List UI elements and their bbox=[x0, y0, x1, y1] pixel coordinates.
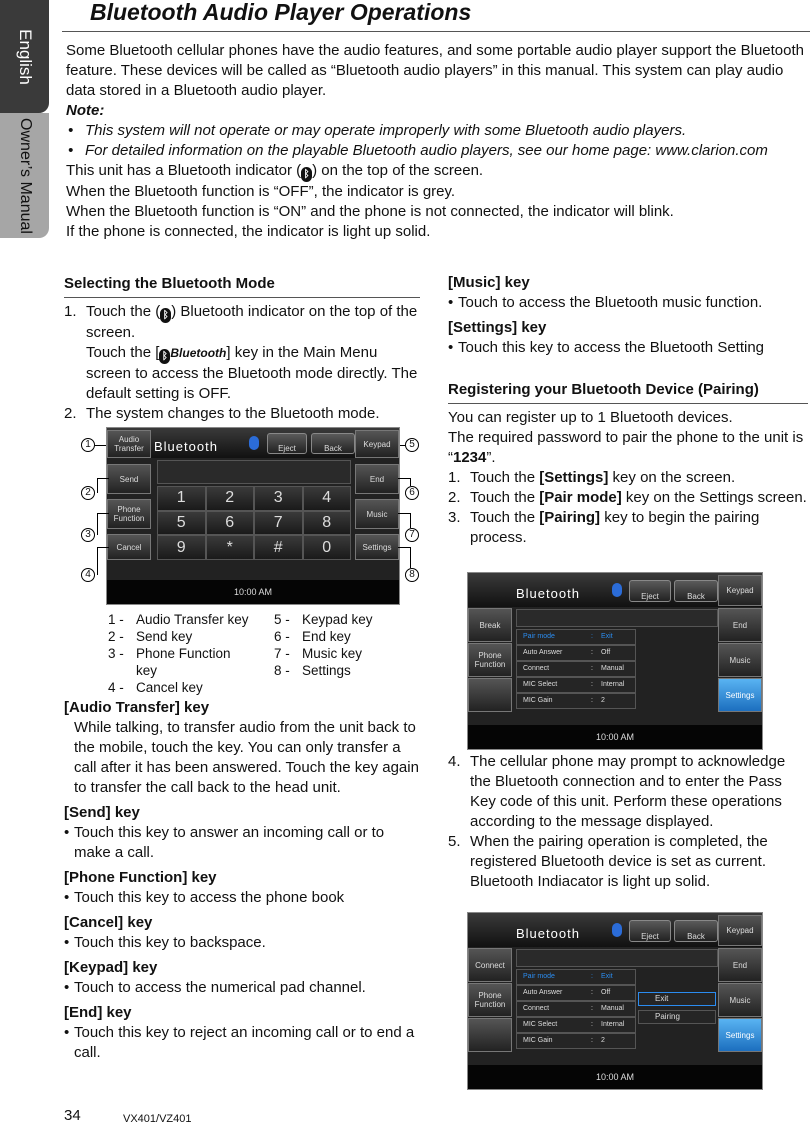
key-heading: [Cancel] key bbox=[64, 914, 153, 931]
music-button[interactable]: Music bbox=[355, 499, 399, 529]
key-heading: [Music] key bbox=[448, 274, 530, 291]
connect-button[interactable]: Connect bbox=[468, 948, 512, 982]
bluetooth-screen bbox=[106, 427, 400, 605]
bluetooth-icon: ᛒ bbox=[159, 349, 170, 364]
eject-button[interactable]: Eject bbox=[267, 433, 307, 454]
keypad-button[interactable]: Keypad bbox=[718, 915, 762, 946]
setting-row-mic-select[interactable]: MIC Select : Internal bbox=[516, 677, 636, 693]
phone-function-button[interactable]: Phone Function bbox=[107, 499, 151, 529]
bluetooth-logo: Bluetooth bbox=[170, 346, 227, 360]
settings-screen bbox=[467, 572, 763, 750]
step-item: 1. Touch the [Settings] key on the screen. bbox=[448, 469, 736, 486]
setting-row-mic-gain[interactable]: MIC Gain : 2 bbox=[516, 693, 636, 709]
key-9[interactable]: 9 bbox=[157, 535, 206, 560]
pair-password: 1234 bbox=[453, 449, 487, 466]
settings-button[interactable]: Settings bbox=[355, 534, 399, 560]
setting-row-auto-answer[interactable]: Auto Answer : Off bbox=[516, 985, 636, 1001]
pairing-screen bbox=[467, 912, 763, 1090]
key-2[interactable]: 2 bbox=[206, 486, 255, 511]
bluetooth-indicator-icon[interactable] bbox=[612, 583, 622, 597]
section-heading: Registering your Bluetooth Device (Pairing) bbox=[448, 380, 808, 404]
intro-section bbox=[66, 41, 806, 242]
indicator-line: When the Bluetooth function is “ON” and the phone is not connected, the indicator will blink. bbox=[66, 203, 674, 220]
page-title: Bluetooth Audio Player Operations bbox=[90, 0, 472, 25]
setting-row-mic-gain[interactable]: MIC Gain : 2 bbox=[516, 1033, 636, 1049]
indicator-paragraph: This unit has a Bluetooth indicator ( ᛒ ) on the top of the screen. bbox=[66, 162, 484, 180]
eject-button[interactable]: Eject bbox=[629, 920, 671, 942]
settings-button[interactable]: Settings bbox=[718, 678, 762, 712]
key-4[interactable]: 4 bbox=[303, 486, 352, 511]
popup-pairing-option[interactable]: Pairing bbox=[638, 1010, 716, 1024]
callout-5: 5 bbox=[405, 438, 419, 452]
indicator-line: If the phone is connected, the indicator is light up solid. bbox=[66, 223, 431, 240]
intro-paragraph: Some Bluetooth cellular phones have the audio features, and some portable audio player support the Bluetooth feature. These devices will be called as “Bluetooth audio players” in this manual. This system can play audio data stored in a Bluetooth audio player. bbox=[66, 42, 804, 99]
number-display bbox=[157, 460, 351, 484]
keypad-button[interactable]: Keypad bbox=[718, 575, 762, 606]
key-3[interactable]: 3 bbox=[254, 486, 303, 511]
note-label: Note: bbox=[66, 102, 105, 119]
language-label: English bbox=[15, 28, 35, 85]
key-heading: [Phone Function] key bbox=[64, 869, 217, 886]
key-star[interactable]: * bbox=[206, 535, 255, 560]
phone-function-button[interactable]: Phone Function bbox=[468, 983, 512, 1017]
settings-list bbox=[516, 629, 636, 709]
callout-2: 2 bbox=[81, 486, 95, 500]
callout-3: 3 bbox=[81, 528, 95, 542]
screen-title: Bluetooth bbox=[154, 439, 218, 454]
language-tab bbox=[0, 0, 49, 113]
music-button[interactable]: Music bbox=[718, 983, 762, 1017]
pairing-steps bbox=[448, 752, 808, 892]
clock: 10:00 AM bbox=[468, 725, 762, 749]
clock: 10:00 AM bbox=[468, 1065, 762, 1089]
setting-row-connect[interactable]: Connect : Manual bbox=[516, 1001, 636, 1017]
setting-row-pair-mode[interactable]: Pair mode : Exit bbox=[516, 629, 636, 645]
callout-1: 1 bbox=[81, 438, 95, 452]
music-button[interactable]: Music bbox=[718, 643, 762, 677]
callout-7: 7 bbox=[405, 528, 419, 542]
key-0[interactable]: 0 bbox=[303, 535, 352, 560]
phone-function-button[interactable]: Phone Function bbox=[468, 643, 512, 677]
key-text: • Touch to access the Bluetooth music function. bbox=[448, 293, 808, 313]
model-number: VX401/VZ401 bbox=[123, 1113, 192, 1123]
key-text: • Touch this key to answer an incoming call or to make a call. bbox=[64, 823, 420, 863]
key-7[interactable]: 7 bbox=[254, 511, 303, 536]
popup-exit-option[interactable]: Exit bbox=[638, 992, 716, 1006]
cancel-button[interactable]: Cancel bbox=[107, 534, 151, 560]
back-button[interactable]: Back bbox=[311, 433, 355, 454]
key-heading: [Audio Transfer] key bbox=[64, 699, 210, 716]
key-5[interactable]: 5 bbox=[157, 511, 206, 536]
note-item: • For detailed information on the playable Bluetooth audio players, see our home page: www.clarion.com bbox=[66, 141, 806, 161]
key-text: • Touch this key to access the Bluetooth Setting bbox=[448, 338, 808, 358]
indicator-line: When the Bluetooth function is “OFF”, the indicator is grey. bbox=[66, 183, 456, 200]
key-text: • Touch this key to access the phone book bbox=[64, 888, 420, 908]
key-text: While talking, to transfer audio from the unit back to the mobile, touch the key. You can only transfer a call after it has been answered. Touch the key again to transfer the call back to the head unit. bbox=[74, 719, 419, 796]
manual-label: Owner’s Manual bbox=[16, 117, 34, 234]
blank-button[interactable] bbox=[468, 1018, 512, 1052]
screen-title: Bluetooth bbox=[516, 586, 580, 601]
end-button[interactable]: End bbox=[718, 948, 762, 982]
step-item: 3. Touch the [Pairing] key to begin the pairing process. bbox=[448, 509, 760, 546]
key-6[interactable]: 6 bbox=[206, 511, 255, 536]
back-button[interactable]: Back bbox=[674, 920, 718, 942]
setting-row-mic-select[interactable]: MIC Select : Internal bbox=[516, 1017, 636, 1033]
settings-list bbox=[516, 969, 636, 1049]
key-heading: [End] key bbox=[64, 1004, 132, 1021]
key-text: • Touch to access the numerical pad channel. bbox=[64, 978, 420, 998]
screen-title: Bluetooth bbox=[516, 926, 580, 941]
section-heading: Selecting the Bluetooth Mode bbox=[64, 274, 420, 298]
back-button[interactable]: Back bbox=[674, 580, 718, 602]
left-column bbox=[64, 274, 420, 424]
note-item: • This system will not operate or may operate improperly with some Bluetooth audio players. bbox=[66, 121, 806, 141]
bluetooth-icon: ᛒ bbox=[160, 308, 171, 323]
keypad-button[interactable]: Keypad bbox=[355, 430, 399, 458]
key-text: • Touch this key to backspace. bbox=[64, 933, 420, 953]
bluetooth-icon: ᛒ bbox=[301, 167, 312, 182]
key-text: • Touch this key to reject an incoming call or to end a call. bbox=[64, 1023, 420, 1063]
key-heading: [Keypad] key bbox=[64, 959, 158, 976]
pair-mode-popup bbox=[638, 992, 716, 1028]
end-button[interactable]: End bbox=[355, 464, 399, 494]
key-8[interactable]: 8 bbox=[303, 511, 352, 536]
clock: 10:00 AM bbox=[107, 580, 399, 604]
setting-row-connect[interactable]: Connect : Manual bbox=[516, 661, 636, 677]
send-button[interactable]: Send bbox=[107, 464, 151, 494]
page-number: 34 bbox=[64, 1107, 81, 1123]
step-item: 2. The system changes to the Bluetooth mode. bbox=[64, 405, 380, 422]
callout-6: 6 bbox=[405, 486, 419, 500]
manual-tab bbox=[0, 113, 49, 238]
step-item: 5. When the pairing operation is completed, the registered Bluetooth device is set as current. Bluetooth Indiacator is light up solid. bbox=[448, 833, 768, 890]
step-item: 1. Touch the ( ᛒ ) Bluetooth indicator on the top of the screen. Touch the [ ᛒ Bluetooth] key in the Main Menu screen to access the Bluetooth mode directly. The default setting is OFF. bbox=[64, 303, 418, 402]
blank-button[interactable] bbox=[468, 678, 512, 712]
bluetooth-indicator-icon[interactable] bbox=[249, 436, 259, 450]
bluetooth-indicator-icon[interactable] bbox=[612, 923, 622, 937]
title-divider bbox=[62, 31, 810, 32]
key-hash[interactable]: # bbox=[254, 535, 303, 560]
keypad bbox=[157, 486, 351, 560]
right-column bbox=[448, 273, 808, 548]
pair-text: You can register up to 1 Bluetooth devices. bbox=[448, 409, 733, 426]
audio-transfer-button[interactable]: Audio Transfer bbox=[107, 430, 151, 458]
step-item: 4. The cellular phone may prompt to acknowledge the Bluetooth connection and to enter the Pass Key code of this unit. Perform these operations according to the message displayed. bbox=[448, 753, 786, 830]
key-1[interactable]: 1 bbox=[157, 486, 206, 511]
eject-button[interactable]: Eject bbox=[629, 580, 671, 602]
step-item: 2. Touch the [Pair mode] key on the Settings screen. bbox=[448, 489, 807, 506]
key-descriptions bbox=[64, 698, 420, 1063]
callout-4: 4 bbox=[81, 568, 95, 582]
settings-button[interactable]: Settings bbox=[718, 1018, 762, 1052]
setting-row-pair-mode[interactable]: Pair mode : Exit bbox=[516, 969, 636, 985]
key-heading: [Send] key bbox=[64, 804, 140, 821]
break-button[interactable]: Break bbox=[468, 608, 512, 642]
setting-row-auto-answer[interactable]: Auto Answer : Off bbox=[516, 645, 636, 661]
callout-8: 8 bbox=[405, 568, 419, 582]
pair-text: The required password to pair the phone to the unit is “1234”. bbox=[448, 429, 804, 466]
key-heading: [Settings] key bbox=[448, 319, 547, 336]
end-button[interactable]: End bbox=[718, 608, 762, 642]
